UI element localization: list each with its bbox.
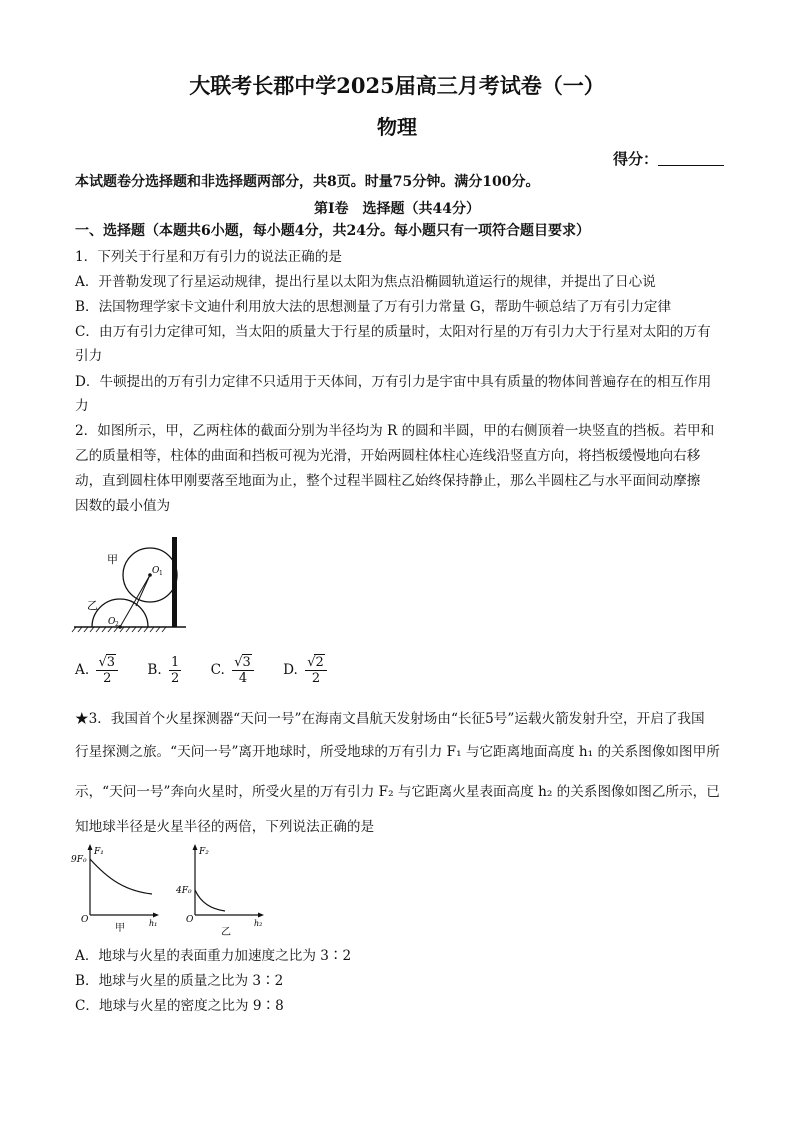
graph-jia-y-tick: 9F₀ xyxy=(71,855,87,865)
graph-jia-y-axis: F₁ xyxy=(94,847,104,857)
q2-figure xyxy=(70,535,200,635)
q2-option-d: D. $\frac{√2}{2}$ xyxy=(283,654,330,686)
q2-option-c: C. $\frac{√3}{4}$ xyxy=(211,654,257,686)
q1-option-d-line2: 力 xyxy=(75,398,89,414)
part1-title: 第Ⅰ卷 选择题（共44分） xyxy=(313,201,481,217)
graph-yi-caption: 乙 xyxy=(221,927,231,938)
graph-jia-x-axis: h₁ xyxy=(149,919,158,928)
graph-yi-y-tick: 4F₀ xyxy=(176,886,192,896)
q2-option-b: B. $\frac{1}{2}$ xyxy=(147,654,180,686)
graph-yi-y-axis: F₂ xyxy=(199,847,209,857)
graph-yi-x-axis: h₂ xyxy=(254,919,263,928)
q2-option-a: A. $\frac{√3}{2}$ xyxy=(75,654,121,686)
q2-line2: 乙的质量相等，柱体的曲面和挡板可视为光滑，开始两圆柱体柱心连线沿竖直方向，将挡板缓慢地向右移 xyxy=(75,448,701,464)
q3-line3: 示，“天问一号”奔向火星时，所受火星的万有引力 F₂ 与它距离火星表面高度 h₂ 的关系图像如图乙所示，已 xyxy=(75,784,720,800)
q3-option-b: B．地球与火星的质量之比为 3∶2 xyxy=(75,973,284,989)
label-o1-sub: 1 xyxy=(159,570,163,577)
q1-option-a: A．开普勒发现了行星运动规律，提出行星以太阳为焦点沿椭圆轨道运行的规律，并提出了日心说 xyxy=(75,274,656,290)
q3-graph-yi xyxy=(175,843,265,938)
q1-option-b: B．法国物理学家卡文迪什利用放大法的思想测量了万有引力常量 G，帮助牛顿总结了万有引力定律 xyxy=(75,299,672,315)
label-o2: O xyxy=(108,617,116,627)
q2-line3: 动，直到圆柱体甲刚要落至地面为止，整个过程半圆柱乙始终保持静止，那么半圆柱乙与水平面间动摩擦 xyxy=(75,473,701,489)
label-yi: 乙 xyxy=(87,599,98,612)
section1-title: 一、选择题（本题共6小题，每小题4分，共24分。每小题只有一项符合题目要求） xyxy=(75,223,590,239)
q3-option-a: A．地球与火星的表面重力加速度之比为 3∶2 xyxy=(75,948,352,964)
score-blank xyxy=(658,151,724,166)
q1-option-c-line1: C．由万有引力定律可知，当太阳的质量大于行星的质量时，太阳对行星的万有引力大于行星对太阳的万有 xyxy=(75,324,711,340)
page-title: 大联考长郡中学2025届高三月考试卷（一） xyxy=(189,73,605,98)
label-o1: O xyxy=(152,566,160,576)
q1-option-c-line2: 引力 xyxy=(75,348,103,364)
q3-line1: ★3．我国首个火星探测器“天问一号”在海南文昌航天发射场由“长征5号”运载火箭发射升空，开启了我国 xyxy=(75,711,705,727)
graph-jia-caption: 甲 xyxy=(115,923,125,934)
label-o2-sub: 2 xyxy=(115,621,119,628)
q1-stem: 1．下列关于行星和万有引力的说法正确的是 xyxy=(75,249,342,265)
q1-option-d-line1: D．牛顿提出的万有引力定律不只适用于天体间，万有引力是宇宙中具有质量的物体间普遍存在的相互作用 xyxy=(75,374,712,390)
q3-graph-jia xyxy=(70,843,160,935)
intro-text: 本试题卷分选择题和非选择题两部分，共8页。时量75分钟。满分100分。 xyxy=(75,174,540,190)
score-field xyxy=(613,148,724,169)
q3-option-c: C．地球与火星的密度之比为 9∶8 xyxy=(75,998,284,1014)
q2-line1: 2．如图所示，甲，乙两柱体的截面分别为半径均为 R 的圆和半圆，甲的右侧顶着一块竖直的挡板。若甲和 xyxy=(75,423,715,439)
q2-options xyxy=(75,654,330,686)
graph-jia-origin: O xyxy=(81,915,89,925)
q3-line2: 行星探测之旅。“天问一号”离开地球时，所受地球的万有引力 F₁ 与它距离地面高度 h₁ 的关系图像如图甲所 xyxy=(75,744,720,760)
subject-title: 物理 xyxy=(377,115,417,139)
q2-line4: 因数的最小值为 xyxy=(75,498,171,514)
graph-yi-origin: O xyxy=(186,915,194,925)
score-label: 得分： xyxy=(612,150,658,168)
q3-line4: 知地球半径是火星半径的两倍，下列说法正确的是 xyxy=(75,819,375,835)
label-jia: 甲 xyxy=(107,553,118,566)
